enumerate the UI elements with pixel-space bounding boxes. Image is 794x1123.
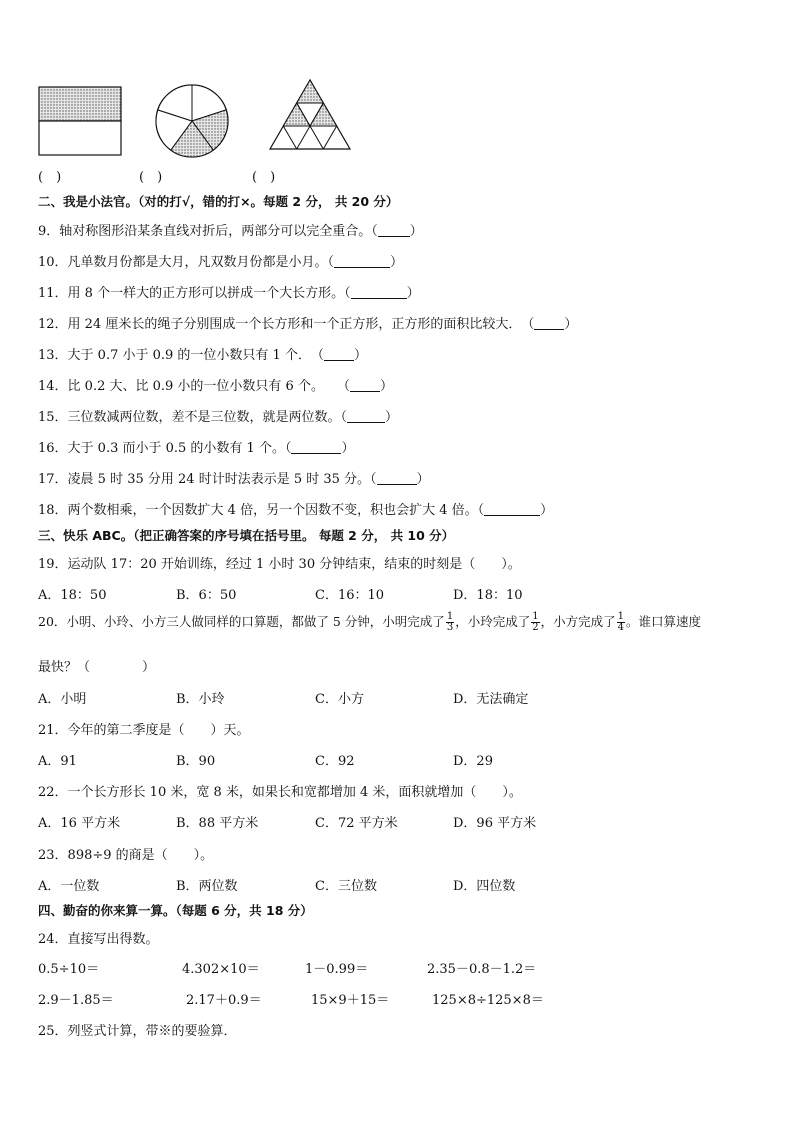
question-22: 22．一个长方形长 10 米，宽 8 米，如果长和宽都增加 4 米，面积就增加（ ）。 bbox=[38, 785, 522, 800]
question-23: 23．898÷9 的商是（ ）。 bbox=[38, 848, 214, 863]
question-9: 9．轴对称图形沿某条直线对折后，两部分可以完全重合。（ ） bbox=[38, 224, 423, 239]
fraction-one-quarter: $\frac{1}{4}$ bbox=[617, 611, 624, 633]
q20-option-a[interactable]: A．小明 bbox=[38, 692, 87, 707]
answer-blank-12[interactable] bbox=[534, 317, 564, 330]
answer-blank-14[interactable] bbox=[350, 379, 380, 392]
question-18: 18．两个数相乘，一个因数扩大 4 倍，另一个因数不变，积也会扩大 4 倍。（ ） bbox=[38, 503, 554, 518]
q21-option-c[interactable]: C．92 bbox=[315, 754, 355, 769]
triangle-figure bbox=[268, 78, 352, 152]
calc-6: 2.17＋0.9＝ bbox=[186, 993, 262, 1008]
question-11: 11．用 8 个一样大的正方形可以拼成一个大长方形。（ ） bbox=[38, 286, 420, 301]
q21-option-a[interactable]: A．91 bbox=[38, 754, 77, 769]
question-10: 10．凡单数月份都是大月，凡双数月份都是小月。（ ） bbox=[38, 255, 404, 270]
answer-blank-10[interactable] bbox=[334, 255, 390, 268]
answer-blank-13[interactable] bbox=[324, 348, 354, 361]
answer-blank-17[interactable] bbox=[377, 472, 417, 485]
q23-option-d[interactable]: D．四位数 bbox=[453, 879, 516, 894]
section2-title: 二、我是小法官。（对的打√，错的打×。每题 2 分， 共 20 分） bbox=[38, 194, 399, 209]
q22-option-a[interactable]: A．16 平方米 bbox=[38, 816, 121, 831]
section4-title: 四、勤奋的你来算一算。（每题 6 分，共 18 分） bbox=[38, 903, 313, 918]
q19-option-c[interactable]: C．16：10 bbox=[315, 588, 385, 603]
question-25: 25．列竖式计算，带※的要验算． bbox=[38, 1024, 237, 1039]
q21-option-b[interactable]: B．90 bbox=[176, 754, 216, 769]
calc-7: 15×9＋15＝ bbox=[311, 993, 390, 1008]
q23-option-b[interactable]: B．两位数 bbox=[176, 879, 238, 894]
question-13: 13．大于 0.7 小于 0.9 的一位小数只有 1 个． （ ） bbox=[38, 348, 367, 363]
rectangle-figure bbox=[38, 86, 122, 156]
fraction-one-half: $\frac{1}{2}$ bbox=[532, 611, 539, 633]
rect-shaded-half bbox=[39, 87, 121, 121]
q20-option-d[interactable]: D．无法确定 bbox=[453, 692, 529, 707]
q23-option-c[interactable]: C．三位数 bbox=[315, 879, 377, 894]
fraction-one-third: $\frac{1}{3}$ bbox=[446, 611, 454, 633]
q22-option-b[interactable]: B．88 平方米 bbox=[176, 816, 259, 831]
question-24: 24．直接写出得数。 bbox=[38, 932, 159, 947]
figure-answer-2[interactable]: ( ) bbox=[139, 170, 163, 185]
question-15: 15．三位数减两位数，差不是三位数，就是两位数。（ ） bbox=[38, 410, 399, 425]
section3-title: 三、快乐 ABC。（把正确答案的序号填在括号里。 每题 2 分， 共 10 分） bbox=[38, 528, 455, 543]
circle-figure bbox=[154, 83, 230, 159]
q22-option-d[interactable]: D．96 平方米 bbox=[453, 816, 537, 831]
q19-option-a[interactable]: A．18：50 bbox=[38, 588, 107, 603]
answer-blank-11[interactable] bbox=[351, 286, 407, 299]
q23-option-a[interactable]: A．一位数 bbox=[38, 879, 100, 894]
figure-answer-1[interactable]: ( ) bbox=[38, 170, 62, 185]
rect-blank-half bbox=[39, 121, 121, 155]
q22-option-c[interactable]: C．72 平方米 bbox=[315, 816, 398, 831]
question-17: 17．凌晨 5 时 35 分用 24 时计时法表示是 5 时 35 分。（ ） bbox=[38, 472, 430, 487]
calc-1: 0.5÷10＝ bbox=[38, 962, 100, 977]
q21-option-d[interactable]: D．29 bbox=[453, 754, 493, 769]
question-20-line2: 最快？（ ） bbox=[38, 660, 156, 675]
question-16: 16．大于 0.3 而小于 0.5 的小数有 1 个。（ ） bbox=[38, 441, 355, 456]
tri-shaded-top bbox=[297, 80, 324, 103]
calc-8: 125×8÷125×8＝ bbox=[432, 993, 544, 1008]
q19-option-d[interactable]: D．18：10 bbox=[453, 588, 523, 603]
figure-answer-3[interactable]: ( ) bbox=[252, 170, 276, 185]
calc-5: 2.9－1.85＝ bbox=[38, 993, 114, 1008]
calc-2: 4.302×10＝ bbox=[182, 962, 260, 977]
calc-4: 2.35－0.8－1.2＝ bbox=[427, 962, 537, 977]
question-12: 12．用 24 厘米长的绳子分别围成一个长方形和一个正方形，正方形的面积比较大． （ ） bbox=[38, 317, 578, 332]
question-20: 20．小明、小玲、小方三人做同样的口算题，都做了 5 分钟，小明完成了 $\frac{1}{3}$ ，小玲完成了 $\frac{1}{2}$ ，小方完成了 $\frac{1}{4}$ 。谁口算速度 bbox=[38, 611, 701, 633]
question-21: 21．今年的第二季度是（ ）天。 bbox=[38, 723, 250, 738]
answer-blank-16[interactable] bbox=[291, 441, 341, 454]
answer-blank-15[interactable] bbox=[347, 410, 385, 423]
question-14: 14．比 0.2 大、比 0.9 小的一位小数只有 6 个。 （ ） bbox=[38, 379, 393, 394]
q20-option-b[interactable]: B．小玲 bbox=[176, 692, 225, 707]
question-19: 19．运动队 17：20 开始训练，经过 1 小时 30 分钟结束，结束的时刻是（ ）。 bbox=[38, 557, 521, 572]
answer-blank-9[interactable] bbox=[378, 224, 410, 237]
calc-3: 1－0.99＝ bbox=[305, 962, 369, 977]
q20-option-c[interactable]: C．小方 bbox=[315, 692, 364, 707]
q19-option-b[interactable]: B．6：50 bbox=[176, 588, 237, 603]
answer-blank-18[interactable] bbox=[484, 503, 540, 516]
